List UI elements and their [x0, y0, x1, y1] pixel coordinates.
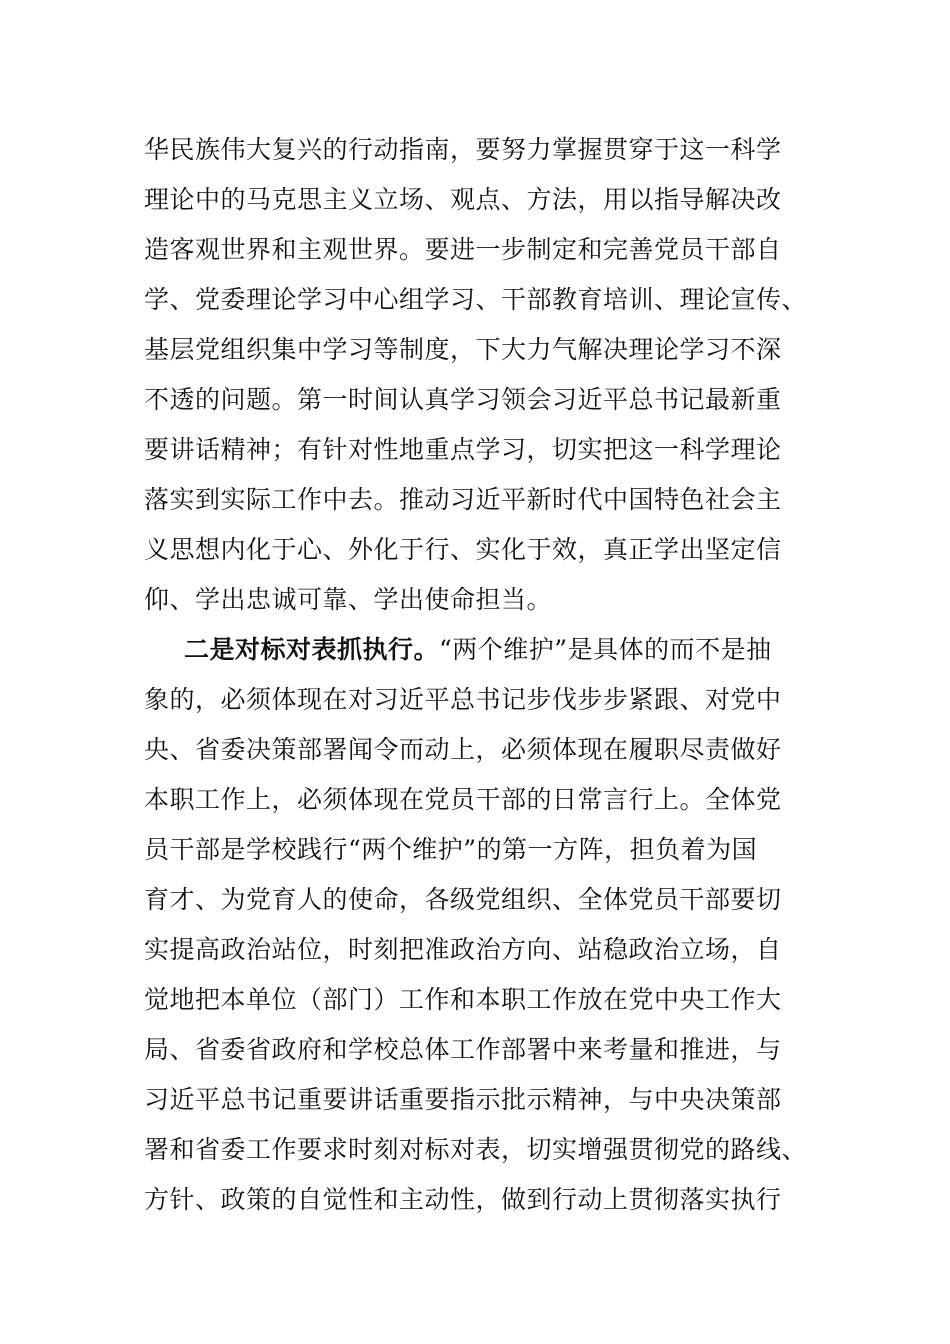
paragraph-line: 不透的问题。第一时间认真学习领会习近平总书记最新重 — [144, 385, 782, 414]
paragraph-line: 仰、学出忠诚可靠、学出使命担当。 — [144, 585, 553, 614]
paragraph-line: 署和省委工作要求时刻对标对表，切实增强贯彻党的路线、 — [144, 1135, 808, 1164]
paragraph-line: 理论中的马克思主义立场、观点、方法，用以指导解决改 — [144, 185, 782, 214]
paragraph-line: 华民族伟大复兴的行动指南，要努力掌握贯穿于这一科学 — [144, 135, 782, 164]
paragraph-line: 义思想内化于心、外化于行、实化于效，真正学出坚定信 — [144, 535, 782, 564]
paragraph-line: 造客观世界和主观世界。要进一步制定和完善党员干部自 — [144, 235, 782, 264]
paragraph-line: 落实到实际工作中去。推动习近平新时代中国特色社会主 — [144, 485, 782, 514]
paragraph-first-line — [184, 634, 772, 666]
paragraph-line: 觉地把本单位（部门）工作和本职工作放在党中央工作大 — [144, 985, 782, 1014]
paragraph-line: 要讲话精神；有针对性地重点学习，切实把这一科学理论 — [144, 435, 782, 464]
paragraph-line: 局、省委省政府和学校总体工作部署中来考量和推进，与 — [144, 1035, 782, 1064]
paragraph-line: 方针、政策的自觉性和主动性，做到行动上贯彻落实执行 — [144, 1185, 782, 1214]
paragraph-line: 习近平总书记重要讲话重要指示批示精神，与中央决策部 — [144, 1085, 782, 1114]
paragraph-first-line-text: “两个维护”是具体的而不是抽 — [439, 635, 772, 664]
paragraph-line: 学、党委理论学习中心组学习、干部教育培训、理论宣传、 — [144, 285, 808, 314]
paragraph-heading: 二是对标对表抓执行。 — [184, 635, 440, 664]
paragraph-line: 育才、为党育人的使命，各级党组织、全体党员干部要切 — [144, 885, 782, 914]
paragraph-line: 象的，必须体现在对习近平总书记步伐步步紧跟、对党中 — [144, 685, 782, 714]
paragraph-line: 员干部是学校践行“两个维护”的第一方阵，担负着为国 — [144, 835, 758, 864]
paragraph-line: 基层党组织集中学习等制度，下大力气解决理论学习不深 — [144, 335, 782, 364]
paragraph-line: 本职工作上，必须体现在党员干部的日常言行上。全体党 — [144, 785, 782, 814]
paragraph-line: 实提高政治站位，时刻把准政治方向、站稳政治立场，自 — [144, 935, 782, 964]
paragraph-line: 央、省委决策部署闻令而动上，必须体现在履职尽责做好 — [144, 735, 782, 764]
